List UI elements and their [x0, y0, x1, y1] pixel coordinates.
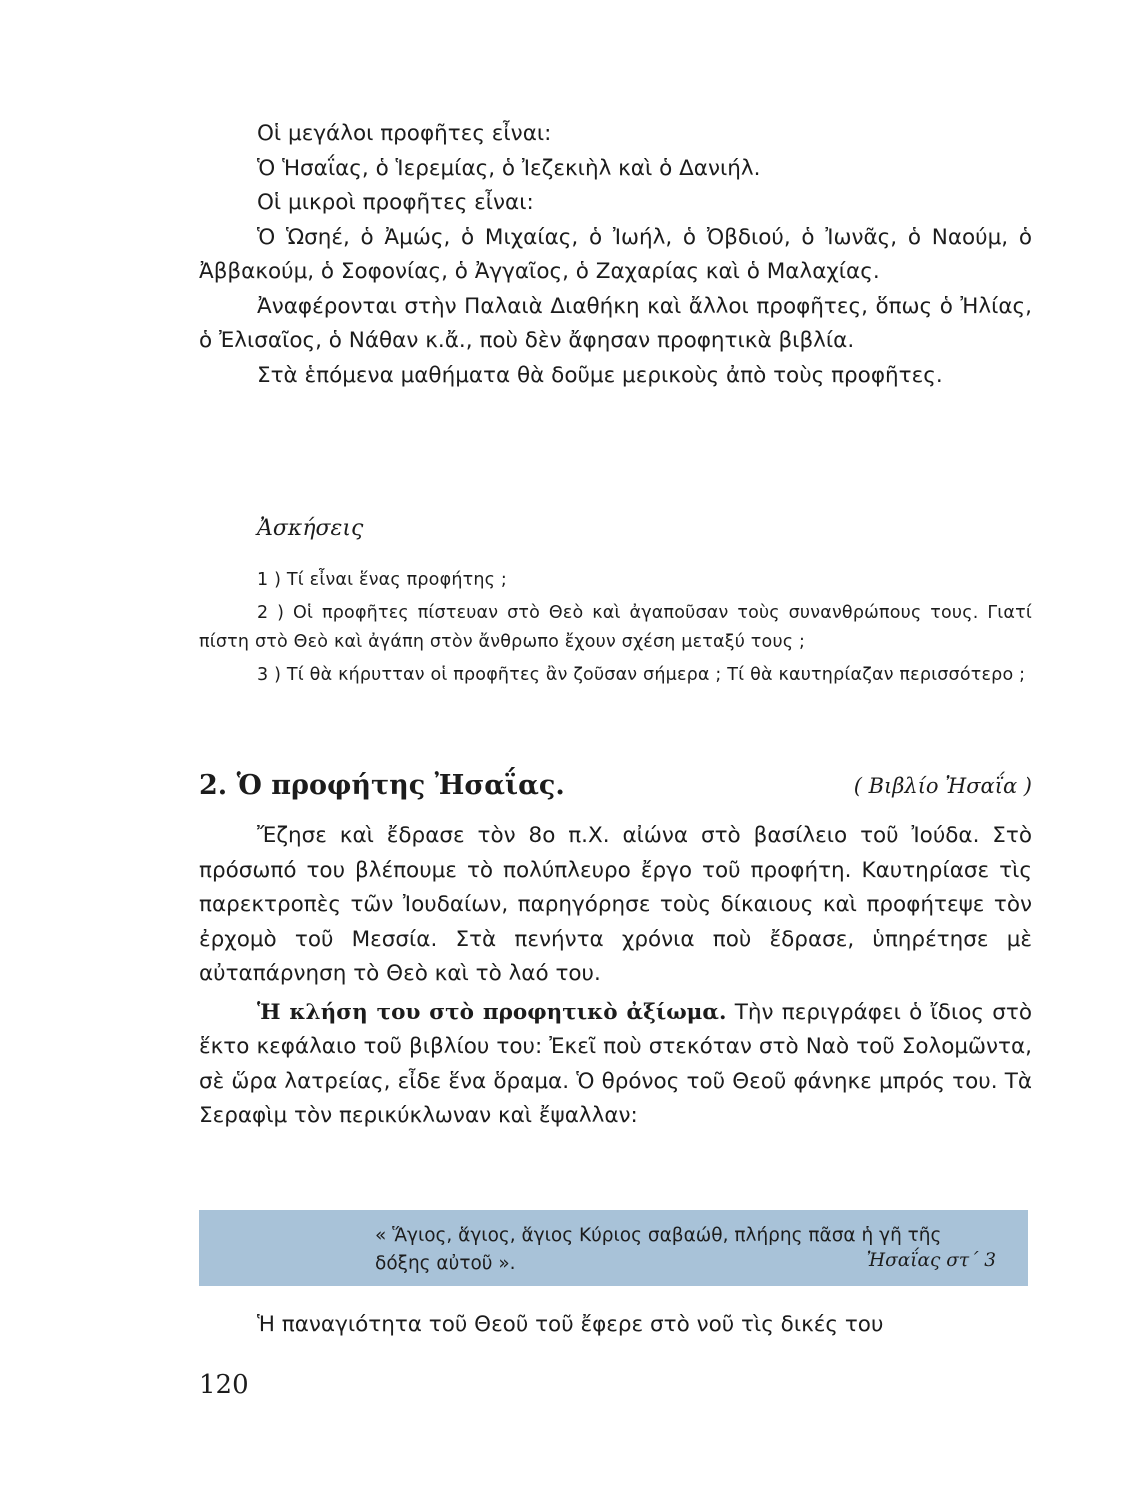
page-number: 120	[199, 1370, 249, 1400]
other-prophets-paragraph: Ἀναφέρονται στὴν Παλαιὰ Διαθήκη καὶ ἄλλοι προφῆτες, ὅπως ὁ Ἠλίας, ὁ Ἐλισαῖος, ὁ Νάθαν κ.ἄ., ποὺ δὲν ἄφησαν προφητικὰ βιβλία.	[199, 293, 1032, 353]
calling-text: Τὴν περιγράφει ὁ ἴδιος στὸ ἕκτο κεφάλαιο τοῦ βιβλίου του: Ἐκεῖ ποὺ στεκόταν στὸ Ναὸ τοῦ Σολομῶντα, σὲ ὥρα λατρείας, εἶδε ἕνα ὅραμα. Ὁ θρόνος τοῦ Θεοῦ φάνηκε μπρός του. Τὰ Σεραφὶμ τὸν περικύκλωναν καὶ ἔψαλλαν:	[199, 999, 1032, 1128]
section-body	[199, 819, 1032, 1134]
exercise-3: 3 ) Τί θὰ κήρυτταν οἱ προφῆτες ἂν ζοῦσαν σήμερα ; Τί θὰ καυτηρίαζαν περισσότερο ;	[257, 665, 1026, 685]
section-title: 2. Ὁ προφήτης Ἠσαΐας.	[199, 770, 565, 801]
next-lessons-paragraph: Στὰ ἑπόμενα μαθήματα θὰ δοῦμε μερικοὺς ἀπὸ τοὺς προφῆτες.	[257, 362, 943, 388]
isaiah-life-paragraph: Ἔζησε καὶ ἔδρασε τὸν 8ο π.Χ. αἰώνα στὸ βασίλειο τοῦ Ἰούδα. Στὸ πρόσωπό του βλέπουμε τὸ πολύπλευρο ἔργο τοῦ προφήτη. Καυτηρίασε τὶς παρεκτροπὲς τῶν Ἰουδαίων, παρηγόρησε τοὺς δίκαιους καὶ προφήτεψε τὸν ἐρχομὸ τοῦ Μεσσία. Στὰ πενήντα χρόνια ποὺ ἔδρασε, ὑπηρέτησε μὲ αὐταπάρνηση τὸ Θεὸ καὶ τὸ λαό του.	[199, 823, 1032, 986]
minor-prophets-list: Ὁ Ὡσηέ, ὁ Ἀμώς, ὁ Μιχαίας, ὁ Ἰωήλ, ὁ Ὀβδιού, ὁ Ἰωνᾶς, ὁ Ναούμ, ὁ Ἀββακούμ, ὁ Σοφονίας, ὁ Ἀγγαῖος, ὁ Ζαχαρίας καὶ ὁ Μαλαχίας.	[199, 224, 1032, 284]
minor-prophets-heading: Οἱ μικροὶ προφῆτες εἶναι:	[257, 190, 534, 215]
isaiah-calling-paragraph	[199, 996, 1032, 1134]
major-prophets-list: Ὁ Ἡσαΐας, ὁ Ἱερεμίας, ὁ Ἰεζεκιὴλ καὶ ὁ Δανιήλ.	[257, 155, 761, 181]
holiness-paragraph: Ἡ παναγιότητα τοῦ Θεοῦ τοῦ ἔφερε στὸ νοῦ τὶς δικές του	[257, 1312, 884, 1337]
major-prophets-heading: Οἱ μεγάλοι προφῆτες εἶναι:	[257, 121, 552, 146]
exercise-1: 1 ) Τί εἶναι ἕνας προφήτης ;	[257, 570, 507, 590]
exercise-2: 2 ) Οἱ προφῆτες πίστευαν στὸ Θεὸ καὶ ἀγαποῦσαν τοὺς συνανθρώπους τους. Γιατί πίστη στὸ Θεὸ καὶ ἀγάπη στὸν ἄνθρωπο ἔχουν σχέση μεταξύ τους ;	[199, 603, 1032, 652]
quote-box	[199, 1210, 1028, 1286]
quote-source: Ἠσαΐας στ´ 3	[866, 1250, 996, 1271]
intro-text	[199, 117, 1032, 393]
calling-subheading: Ἡ κλήση του στὸ προφητικὸ ἀξίωμα.	[257, 999, 727, 1025]
quote-text: « Ἅγιος, ἅγιος, ἅγιος Κύριος σαβαώθ, πλήρης πᾶσα ἡ γῆ τῆς δόξης αὐτοῦ ».	[375, 1225, 942, 1274]
exercises-list	[199, 566, 1032, 690]
section-heading	[199, 770, 1032, 814]
exercises-title: Ἀσκήσεις	[257, 516, 364, 541]
section-reference: ( Βιβλίο Ἠσαΐα )	[853, 774, 1032, 798]
closing-text	[199, 1308, 1032, 1343]
